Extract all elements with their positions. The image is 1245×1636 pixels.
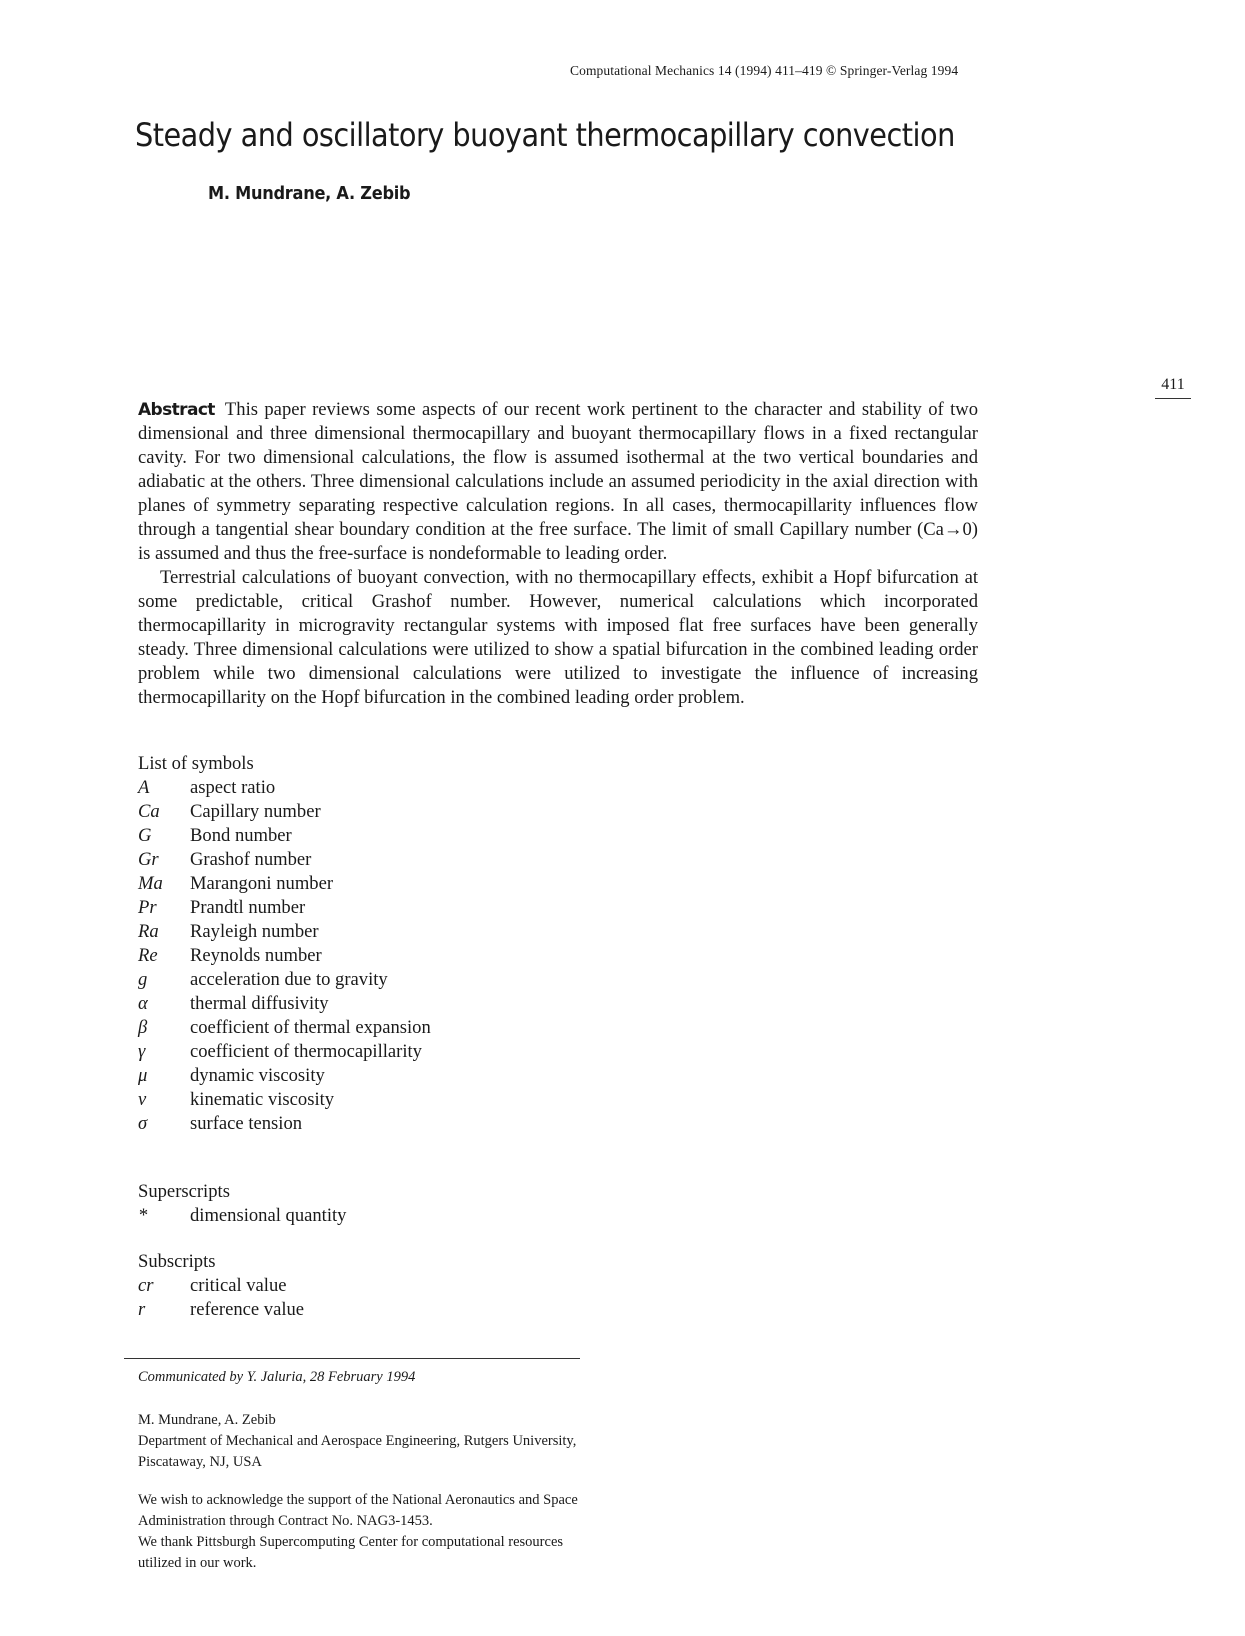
symbol-description: Marangoni number (190, 873, 334, 894)
paper-title: Steady and oscillatory buoyant thermocapillary convection (135, 116, 955, 154)
symbol-description: critical value (190, 1275, 287, 1296)
symbol: A (138, 777, 150, 798)
page-number: 411 (1155, 376, 1191, 399)
symbol-description: thermal diffusivity (190, 993, 329, 1014)
symbol-description: Reynolds number (190, 945, 322, 966)
symbol-row (138, 1298, 638, 1322)
symbol-row (138, 992, 638, 1016)
symbol-row (138, 968, 638, 992)
symbol-row (138, 1040, 638, 1064)
symbol: * (138, 1205, 148, 1226)
symbol-description: Rayleigh number (190, 921, 319, 942)
symbol: β (138, 1017, 148, 1038)
symbol-description: reference value (190, 1299, 305, 1320)
symbol-description: Prandtl number (190, 897, 306, 918)
symbol: Ca (138, 801, 160, 822)
symbol-row (138, 1112, 638, 1136)
acknowledgement-nasa: We wish to acknowledge the support of the National Aeronautics and Space Administration through Contract No. NAG3-1453. (138, 1492, 578, 1529)
symbol-description: Bond number (190, 825, 292, 846)
journal-citation-header: Computational Mechanics 14 (1994) 411–419 © Springer-Verlag 1994 (570, 63, 959, 78)
symbol-description: aspect ratio (190, 777, 276, 798)
subscripts-heading: Subscripts (138, 1251, 216, 1272)
symbol-row (138, 920, 638, 944)
abstract-paragraph-2: Terrestrial calculations of buoyant convection, with no thermocapillary effects, exhibit a Hopf bifurcation at some predictable, critical Grashof number. However, numerical calculations which incorporated thermocapillarity in microgravity rectangular systems with imposed flat free surfaces have been generally steady. Three dimensional calculations were utilized to show a spatial bifurcation in the combined leading order problem while two dimensional calculations were utilized to investigate the influence of increasing thermocapillarity on the Hopf bifurcation in the combined leading order problem. (138, 567, 978, 708)
symbol-row (138, 944, 638, 968)
symbol: r (138, 1299, 146, 1320)
symbol-description: Grashof number (190, 849, 312, 870)
symbol: γ (138, 1041, 146, 1062)
symbol-row (138, 824, 638, 848)
acknowledgement-psc: We thank Pittsburgh Supercomputing Center for computational resources utilized in our work. (138, 1534, 564, 1571)
abstract-label: Abstract (138, 400, 215, 420)
paper-authors: M. Mundrane, A. Zebib (208, 183, 411, 204)
symbol: Ma (138, 873, 163, 894)
symbol-description: dynamic viscosity (190, 1065, 325, 1086)
symbol-description: kinematic viscosity (190, 1089, 335, 1110)
symbol-description: acceleration due to gravity (190, 969, 388, 990)
symbol: cr (138, 1275, 154, 1296)
superscripts-list (138, 1180, 638, 1228)
symbol-description: coefficient of thermal expansion (190, 1017, 431, 1038)
symbol: g (138, 969, 148, 990)
footnote-divider (124, 1358, 580, 1359)
symbol: Ra (138, 921, 159, 942)
symbol-row (138, 872, 638, 896)
symbol-row (138, 1064, 638, 1088)
list-of-symbols (138, 752, 638, 1136)
subscripts-list (138, 1250, 638, 1322)
symbol-row (138, 1204, 638, 1228)
superscripts-heading: Superscripts (138, 1181, 230, 1202)
communicated-by: Communicated by Y. Jaluria, 28 February 1994 (138, 1369, 416, 1385)
symbol-row (138, 776, 638, 800)
symbol: Gr (138, 849, 159, 870)
footnote-affiliation (138, 1410, 598, 1473)
symbol-description: coefficient of thermocapillarity (190, 1041, 422, 1062)
symbol-row (138, 896, 638, 920)
symbol-description: surface tension (190, 1113, 303, 1134)
symbol-description: dimensional quantity (190, 1205, 347, 1226)
symbol-row (138, 1088, 638, 1112)
symbol: Pr (138, 897, 157, 918)
abstract-paragraph-1 (138, 398, 978, 566)
symbol: α (138, 993, 148, 1014)
symbol-row (138, 1016, 638, 1040)
symbol-row (138, 848, 638, 872)
symbol: ν (138, 1089, 147, 1110)
list-of-symbols-heading: List of symbols (138, 753, 254, 774)
footnote-communicated (138, 1367, 598, 1388)
symbol: G (138, 825, 152, 846)
affiliation-names: M. Mundrane, A. Zebib (138, 1412, 276, 1428)
symbol-row (138, 1274, 638, 1298)
abstract-text-1: This paper reviews some aspects of our recent work pertinent to the character and stability of two dimensional and three dimensional thermocapillary and buoyant thermocapillary flows in a fixed rectangular cavity. For two dimensional calculations, the flow is assumed isothermal at the two vertical boundaries and adiabatic at the others. Three dimensional calculations include an assumed periodicity in the axial direction with planes of symmetry separating respective calculation regions. In all cases, thermocapillarity influences flow through a tangential shear boundary condition at the free surface. The limit of small Capillary number (Ca→0) is assumed and thus the free-surface is nondeformable to leading order. (138, 399, 979, 564)
footnote-acknowledgements (138, 1490, 598, 1574)
symbol: Re (138, 945, 158, 966)
symbol-row (138, 800, 638, 824)
affiliation-department: Department of Mechanical and Aerospace Engineering, Rutgers University, Piscataway, NJ, USA (138, 1433, 577, 1470)
symbol: μ (138, 1065, 148, 1086)
symbol-description: Capillary number (190, 801, 321, 822)
symbol: σ (138, 1113, 148, 1134)
abstract (138, 398, 978, 710)
